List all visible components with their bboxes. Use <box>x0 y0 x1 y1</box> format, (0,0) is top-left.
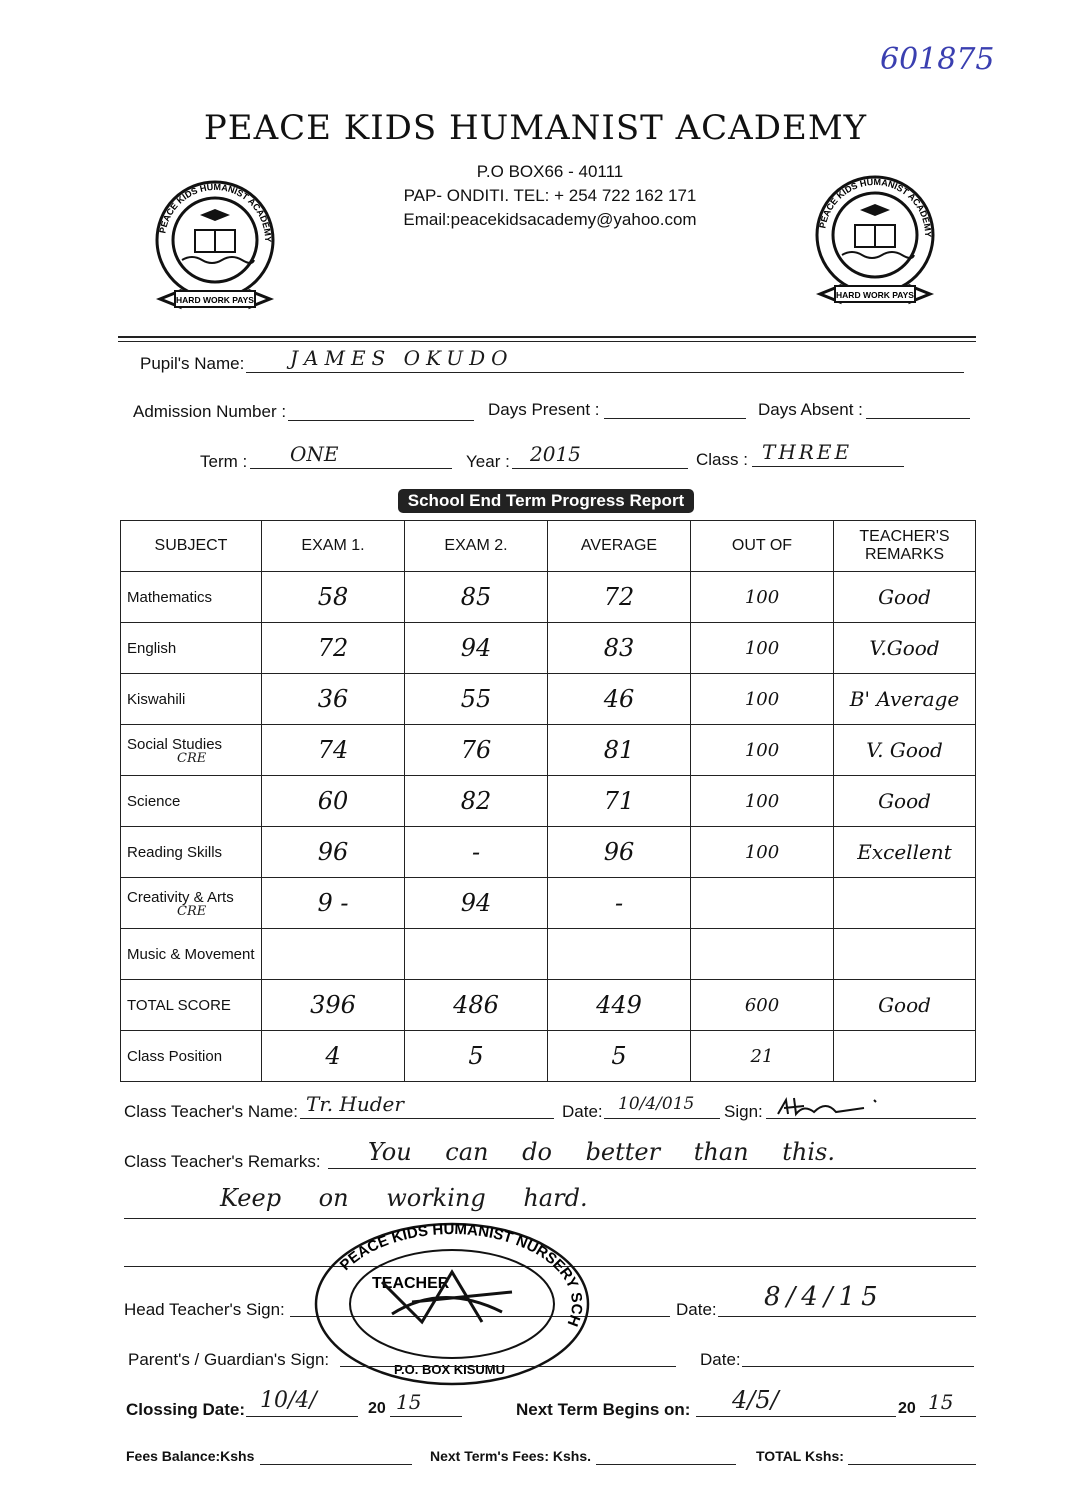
subject-cell <box>121 827 262 878</box>
closing-date-value: 10/4/ <box>260 1388 317 1413</box>
out-of-cell[interactable]: 100 <box>691 572 834 623</box>
class-teacher-sign-field[interactable] <box>766 1098 976 1119</box>
col-teacher-remarks: TEACHER'S REMARKS <box>834 521 976 572</box>
table-row <box>121 776 976 827</box>
exam1-cell[interactable]: 9 - <box>262 878 405 929</box>
closing-date-label: Clossing Date: <box>126 1400 246 1419</box>
average-cell[interactable] <box>548 929 691 980</box>
exam2-cell[interactable] <box>405 929 548 980</box>
year-label: Year : <box>466 452 510 471</box>
exam2-cell[interactable]: 85 <box>405 572 548 623</box>
svg-text:PEACE KIDS HUMANIST ACADEMY: PEACE KIDS HUMANIST ACADEMY <box>817 176 934 238</box>
exam2-cell[interactable]: 5 <box>405 1031 548 1082</box>
average-cell[interactable]: 5 <box>548 1031 691 1082</box>
table-row <box>121 674 976 725</box>
table-row <box>121 878 976 929</box>
subject-note: CRE <box>177 750 207 766</box>
exam1-cell[interactable] <box>262 929 405 980</box>
average-cell[interactable]: 46 <box>548 674 691 725</box>
exam1-cell[interactable]: 396 <box>262 980 405 1031</box>
average-cell[interactable]: 96 <box>548 827 691 878</box>
parent-date-field[interactable] <box>742 1346 974 1367</box>
svg-text:PEACE KIDS HUMANIST ACADEMY: PEACE KIDS HUMANIST ACADEMY <box>157 181 274 243</box>
remarks-cell[interactable]: Good <box>834 776 976 827</box>
document-number: 601875 <box>880 42 995 77</box>
remarks-cell[interactable]: V.Good <box>834 623 976 674</box>
out-of-cell[interactable]: 100 <box>691 827 834 878</box>
school-name: PEACE KIDS HUMANIST ACADEMY <box>203 108 868 148</box>
svg-text:HARD WORK PAYS: HARD WORK PAYS <box>176 295 254 305</box>
exam1-cell[interactable]: 72 <box>262 623 405 674</box>
closing-year-value: 15 <box>396 1390 422 1414</box>
parent-sign-field[interactable] <box>340 1346 676 1367</box>
exam2-cell[interactable]: 76 <box>405 725 548 776</box>
remarks-cell[interactable]: Good <box>834 572 976 623</box>
next-term-value: 4/5/ <box>732 1386 779 1414</box>
table-row <box>121 623 976 674</box>
year-value: 2015 <box>530 442 581 466</box>
table-row <box>121 572 976 623</box>
class-teacher-remarks-field[interactable] <box>328 1138 976 1169</box>
out-of-cell[interactable]: 100 <box>691 623 834 674</box>
location-telephone: PAP- ONDITI. TEL: + 254 722 162 171 <box>403 186 697 205</box>
subject-name: Science <box>127 792 181 810</box>
subject-name: TOTAL SCORE <box>127 996 231 1014</box>
average-cell[interactable]: 449 <box>548 980 691 1031</box>
subject-cell <box>121 1031 262 1082</box>
days-present-label: Days Present : <box>488 400 600 419</box>
next-year-value: 15 <box>928 1390 954 1414</box>
exam1-cell[interactable]: 36 <box>262 674 405 725</box>
subject-cell <box>121 623 262 674</box>
next-term-label: Next Term Begins on: <box>516 1400 691 1419</box>
table-row <box>121 827 976 878</box>
next-term-fees-field[interactable] <box>596 1444 736 1465</box>
exam1-cell[interactable]: 74 <box>262 725 405 776</box>
remarks-cell[interactable]: B' Average <box>834 674 976 725</box>
out-of-cell[interactable]: 100 <box>691 776 834 827</box>
school-logo-left <box>150 175 280 325</box>
subject-cell <box>121 776 262 827</box>
closing-date-field[interactable] <box>246 1388 358 1417</box>
admission-label: Admission Number : <box>133 402 287 421</box>
col-average: AVERAGE <box>548 521 691 572</box>
out-of-cell[interactable] <box>691 929 834 980</box>
class-teacher-date-field[interactable] <box>604 1094 720 1119</box>
exam1-cell[interactable]: 4 <box>262 1031 405 1082</box>
col-subject: SUBJECT <box>121 521 262 572</box>
school-address <box>330 160 770 232</box>
parent-date-label: Date: <box>700 1350 741 1369</box>
next-term-fees-label: Next Term's Fees: Kshs. <box>430 1448 592 1464</box>
grades-table <box>120 520 976 1082</box>
admission-field[interactable] <box>288 400 474 421</box>
term-label: Term : <box>200 452 248 471</box>
remarks-line2: Keep on working hard. <box>220 1184 588 1212</box>
subject-cell <box>121 980 262 1031</box>
fees-balance-field[interactable] <box>260 1444 412 1465</box>
subject-name: Class Position <box>127 1047 223 1065</box>
class-teacher-date-value: 10/4/015 <box>618 1094 695 1114</box>
average-cell[interactable]: - <box>548 878 691 929</box>
exam2-cell[interactable]: 486 <box>405 980 548 1031</box>
head-teacher-date-label: Date: <box>676 1300 717 1319</box>
subject-cell <box>121 725 262 776</box>
svg-text:HARD WORK PAYS: HARD WORK PAYS <box>836 290 914 300</box>
out-of-cell[interactable]: 21 <box>691 1031 834 1082</box>
average-cell[interactable]: 71 <box>548 776 691 827</box>
subject-name: Kiswahili <box>127 690 186 708</box>
class-teacher-name-field[interactable] <box>300 1092 554 1119</box>
total-fees-field[interactable] <box>848 1444 976 1465</box>
exam2-cell[interactable]: 94 <box>405 623 548 674</box>
days-absent-field[interactable] <box>866 398 970 419</box>
exam2-cell[interactable]: 82 <box>405 776 548 827</box>
table-row <box>121 725 976 776</box>
exam1-cell[interactable]: 58 <box>262 572 405 623</box>
col-out-of: OUT OF <box>691 521 834 572</box>
exam1-cell[interactable]: 60 <box>262 776 405 827</box>
remarks-cell[interactable] <box>834 929 976 980</box>
average-cell[interactable]: 81 <box>548 725 691 776</box>
parent-sign-label: Parent's / Guardian's Sign: <box>128 1350 330 1369</box>
subject-cell <box>121 878 262 929</box>
pupil-name-field[interactable] <box>246 346 964 373</box>
pupil-name-value: JAMES OKUDO <box>290 346 514 370</box>
class-teacher-signature <box>774 1094 894 1120</box>
header-divider <box>118 336 976 338</box>
out-of-cell[interactable]: 100 <box>691 674 834 725</box>
head-teacher-date-value: 8/4/15 <box>764 1282 884 1312</box>
fees-balance-label: Fees Balance:Kshs <box>126 1448 255 1464</box>
report-title-banner: School End Term Progress Report <box>398 489 694 513</box>
year-field[interactable] <box>512 442 688 469</box>
subject-cell <box>121 674 262 725</box>
header-divider-thin <box>118 341 976 342</box>
subject-name: Mathematics <box>127 588 213 606</box>
next-year-field[interactable] <box>920 1390 976 1417</box>
average-cell[interactable]: 72 <box>548 572 691 623</box>
remarks-cell[interactable]: Excellent <box>834 827 976 878</box>
subject-note: CRE <box>177 903 207 919</box>
col-exam2: EXAM 2. <box>405 521 548 572</box>
head-teacher-sign-label: Head Teacher's Sign: <box>124 1300 285 1319</box>
svg-text:P.O. BOX KISUMU: P.O. BOX KISUMU <box>394 1362 506 1377</box>
subject-cell <box>121 572 262 623</box>
subject-name: Reading Skills <box>127 843 223 861</box>
term-value: ONE <box>290 442 339 466</box>
class-teacher-remarks-label: Class Teacher's Remarks: <box>124 1152 321 1171</box>
svg-text:TEACHER: TEACHER <box>372 1275 450 1292</box>
total-fees-label: TOTAL Kshs: <box>756 1448 844 1464</box>
next-term-field[interactable] <box>696 1386 896 1417</box>
postal-box: P.O BOX66 - 40111 <box>476 162 624 181</box>
exam2-cell[interactable]: 55 <box>405 674 548 725</box>
exam1-cell[interactable]: 96 <box>262 827 405 878</box>
svg-text:PEACE KIDS HUMANIST NURSERY SC: PEACE KIDS HUMANIST NURSERY SCH <box>336 1222 586 1329</box>
subject-name: Creativity & Arts <box>127 888 234 906</box>
remarks-cell[interactable] <box>834 878 976 929</box>
class-teacher-name-label: Class Teacher's Name: <box>124 1102 298 1121</box>
subject-name: Music & Movement <box>127 945 255 963</box>
table-row <box>121 980 976 1031</box>
table-row <box>121 929 976 980</box>
remarks-cell[interactable]: V. Good <box>834 725 976 776</box>
pupil-name-label: Pupil's Name: <box>140 354 245 373</box>
days-absent-label: Days Absent : <box>758 400 863 419</box>
term-field[interactable] <box>250 442 452 469</box>
subject-name: English <box>127 639 177 657</box>
subject-name: Social Studies <box>127 735 223 753</box>
out-of-cell[interactable] <box>691 878 834 929</box>
email: Email:peacekidsacademy@yahoo.com <box>403 210 697 229</box>
table-header-row <box>121 521 976 572</box>
closing-year-prefix: 20 <box>368 1400 386 1417</box>
out-of-cell[interactable]: 600 <box>691 980 834 1031</box>
exam2-cell[interactable]: - <box>405 827 548 878</box>
remarks-line1: You can do better than this. <box>368 1138 835 1166</box>
class-field[interactable] <box>752 440 904 467</box>
school-logo-right <box>810 170 940 320</box>
closing-year-field[interactable] <box>390 1390 462 1417</box>
subject-cell <box>121 929 262 980</box>
table-row <box>121 1031 976 1082</box>
out-of-cell[interactable]: 100 <box>691 725 834 776</box>
head-teacher-date-field[interactable] <box>718 1282 976 1317</box>
average-cell[interactable]: 83 <box>548 623 691 674</box>
remarks-cell[interactable]: Good <box>834 980 976 1031</box>
remarks-cell[interactable] <box>834 1031 976 1082</box>
exam2-cell[interactable]: 94 <box>405 878 548 929</box>
class-label: Class : <box>696 450 748 469</box>
next-year-prefix: 20 <box>898 1400 916 1417</box>
remarks-continuation-line[interactable] <box>124 1184 976 1219</box>
class-value: THREE <box>762 440 853 464</box>
class-teacher-date-label: Date: <box>562 1102 603 1121</box>
days-present-field[interactable] <box>604 398 746 419</box>
class-teacher-sign-label: Sign: <box>724 1102 763 1121</box>
col-exam1: EXAM 1. <box>262 521 405 572</box>
class-teacher-name-value: Tr. Huder <box>306 1092 404 1116</box>
